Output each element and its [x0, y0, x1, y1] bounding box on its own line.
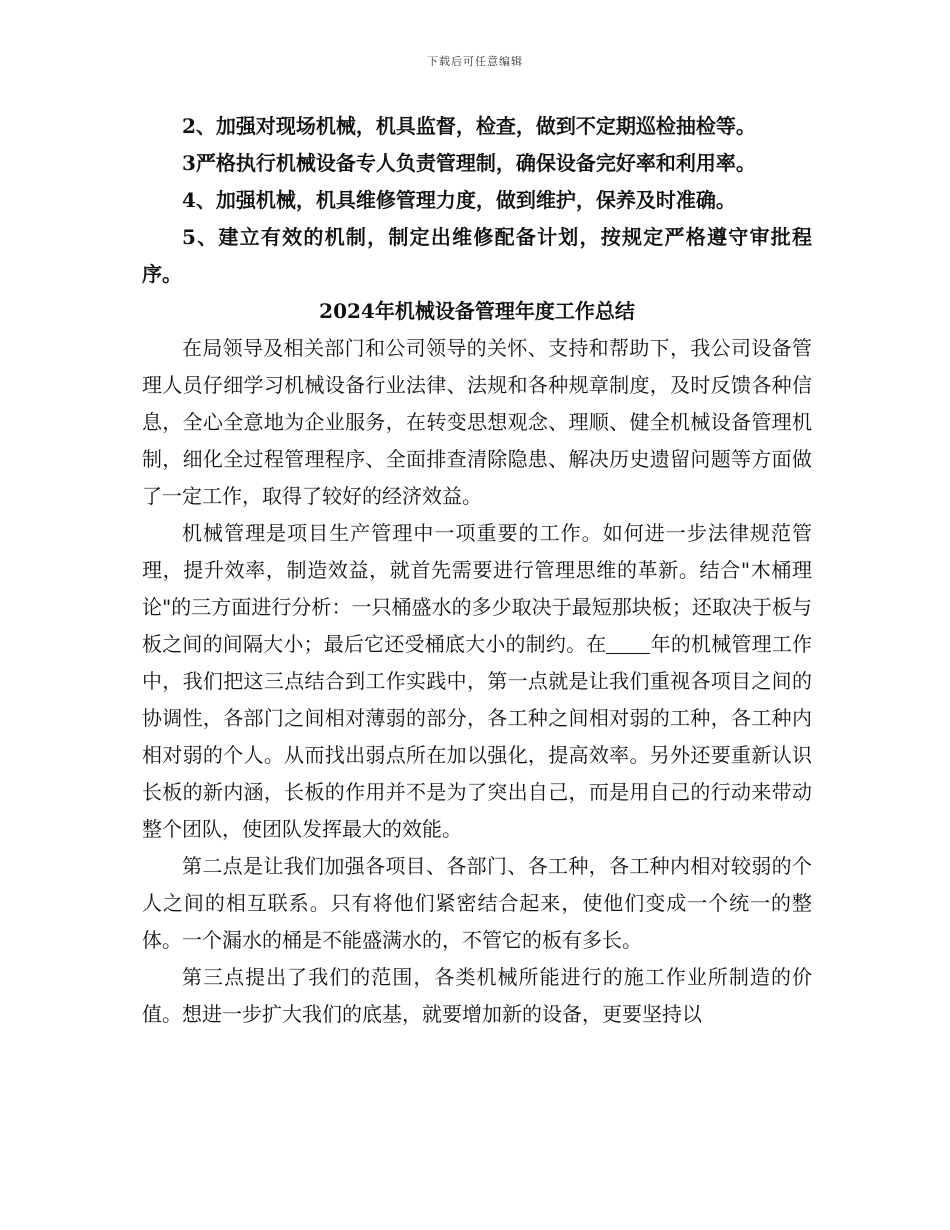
fill-in-blank: [606, 633, 650, 654]
document-title: 2024年机械设备管理年度工作总结: [319, 299, 635, 323]
paragraph-intro: 在局领导及相关部门和公司领导的关怀、支持和帮助下，我公司设备管理人员仔细学习机械设备行业法律、法规和各种规章制度，及时反馈各种信息，全心全意地为企业服务，在转变思想观念、理顺、健全机械设备管理机制，细化全过程管理程序、全面排查清除隐患、解决历史遗留问题等方面做了一定工作，取得了较好的经济效益。: [142, 336, 812, 508]
list-item-4: 4、加强机械，机具维修管理力度，做到维护，保养及时准确。: [182, 188, 736, 212]
page-header: 下载后可任意编辑: [427, 55, 523, 68]
list-item-2: 2、加强对现场机械，机具监督，检查，做到不定期巡检抽检等。: [182, 114, 756, 138]
list-item-3: 3严格执行机械设备专人负责管理制，确保设备完好率和利用率。: [182, 151, 756, 175]
document-body: [142, 108, 812, 1033]
paragraph-point-three: 第三点提出了我们的范围，各类机械所能进行的施工作业所制造的价值。想进一步扩大我们的底基，就要增加新的设备，更要坚持以: [142, 965, 812, 1026]
paragraph-text: 机械管理是项目生产管理中一项重要的工作。如何进一步法律规范管理，提升效率，制造效益，就首先需要进行管理思维的革新。结合"木桶理论"的三方面进行分析：一只桶盛水的多少取决于最短那块板；还取决于板与板之间的间隔大小；最后它还受桶底大小的制约。在: [142, 521, 812, 656]
list-item-5: 5、建立有效的机制，制定出维修配备计划，按规定严格遵守审批程序。: [142, 225, 812, 286]
paragraph-barrel-theory: [142, 515, 812, 848]
paragraph-point-two: 第二点是让我们加强各项目、各部门、各工种，各工种内相对较弱的个人之间的相互联系。只有将他们紧密结合起来，使他们变成一个统一的整体。一个漏水的桶是不能盛满水的，不管它的板有多长。: [142, 854, 812, 952]
paragraph-text: 年的机械管理工作中，我们把这三点结合到工作实践中，第一点就是让我们重视各项目之间的协调性，各部门之间相对薄弱的部分，各工种之间相对弱的工种，各工种内相对弱的个人。从而找出弱点所在加以强化，提高效率。另外还要重新认识长板的新内涵，长板的作用并不是为了突出自己，而是用自己的行动来带动整个团队，使团队发挥最大的效能。: [142, 632, 813, 841]
